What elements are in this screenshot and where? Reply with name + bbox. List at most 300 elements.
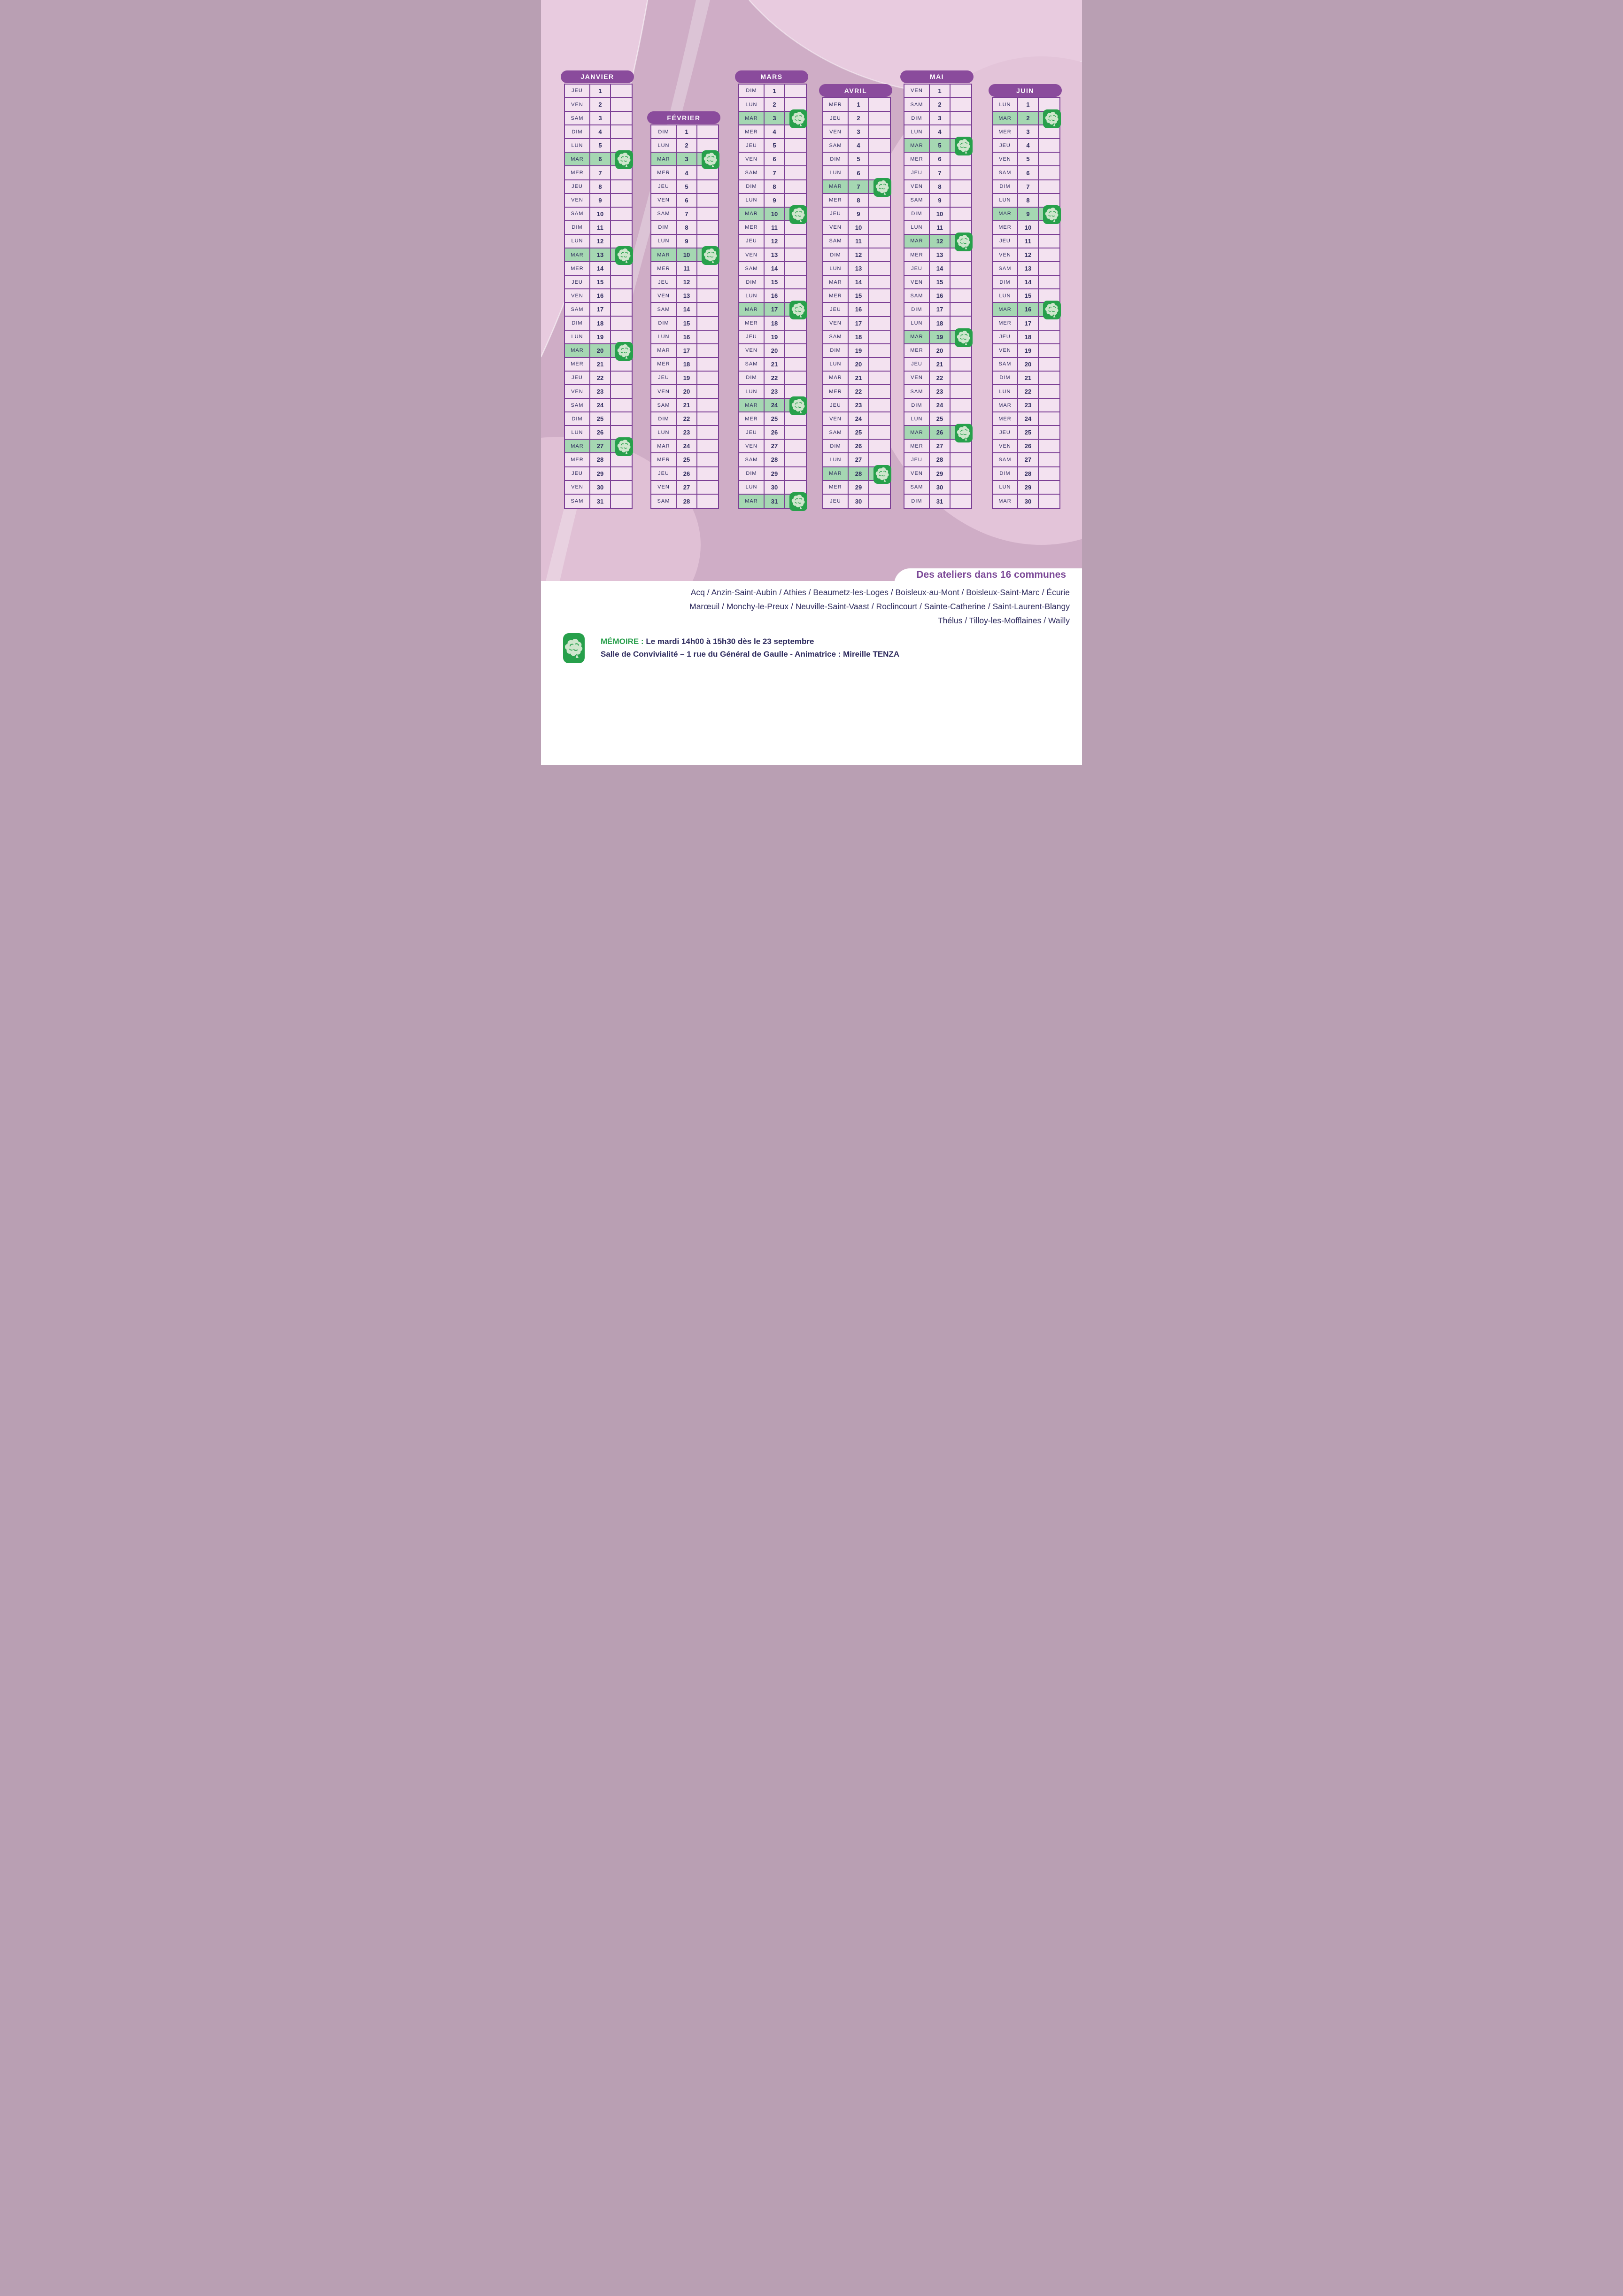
workshop-marker-cell [611, 467, 632, 480]
workshop-marker-cell [951, 412, 971, 425]
weekday-cell: MAR [904, 426, 930, 439]
weekday-cell: LUN [904, 412, 930, 425]
date-cell: 12 [849, 248, 869, 261]
workshop-day-row [904, 426, 971, 440]
date-cell: 13 [930, 248, 951, 261]
date-cell: 27 [1018, 453, 1039, 466]
date-cell: 11 [677, 262, 697, 275]
calendar-day-row [904, 85, 971, 98]
workshop-marker-cell [611, 235, 632, 248]
date-cell: 14 [1018, 276, 1039, 288]
weekday-cell: LUN [993, 98, 1018, 111]
workshop-marker-cell [697, 426, 718, 439]
calendar-day-row [823, 221, 890, 235]
date-cell: 28 [930, 453, 951, 466]
weekday-cell: LUN [565, 331, 590, 343]
workshop-marker-cell [611, 344, 632, 357]
workshop-marker-cell [1039, 98, 1059, 111]
workshop-marker-cell [611, 412, 632, 425]
date-cell: 18 [930, 317, 951, 329]
workshop-marker-cell [869, 453, 890, 466]
workshop-day-row [904, 235, 971, 248]
legend-label: MÉMOIRE : [601, 637, 644, 646]
calendar-day-row [993, 372, 1059, 385]
date-cell: 23 [849, 399, 869, 411]
weekday-cell: MER [904, 153, 930, 165]
workshop-marker-cell [611, 317, 632, 329]
date-cell: 25 [1018, 426, 1039, 439]
calendar-day-row [823, 344, 890, 358]
weekday-cell: VEN [565, 194, 590, 207]
workshop-marker-cell [785, 139, 806, 152]
brain-icon [791, 111, 805, 127]
calendar-day-row [904, 453, 971, 467]
month-name: AVRIL [844, 86, 867, 94]
date-cell: 23 [1018, 399, 1039, 411]
date-cell: 10 [849, 221, 869, 234]
weekday-cell: SAM [739, 453, 765, 466]
workshop-marker-cell [1039, 331, 1059, 343]
workshop-marker-cell [869, 331, 890, 343]
calendar-day-row [904, 303, 971, 317]
weekday-cell: MER [823, 289, 849, 302]
workshop-marker-cell [697, 399, 718, 411]
weekday-cell: SAM [904, 289, 930, 302]
workshop-marker-cell [785, 166, 806, 179]
date-cell: 17 [590, 303, 611, 316]
weekday-cell: DIM [739, 372, 765, 384]
weekday-cell: JEU [739, 426, 765, 439]
brain-badge [1043, 109, 1061, 128]
date-cell: 14 [590, 262, 611, 275]
date-cell: 1 [765, 85, 785, 97]
calendar-day-row [739, 426, 806, 440]
weekday-cell: SAM [904, 194, 930, 207]
workshop-marker-cell [951, 399, 971, 411]
workshop-marker-cell [951, 495, 971, 508]
date-cell: 8 [930, 180, 951, 193]
workshop-marker-cell [951, 208, 971, 220]
date-cell: 19 [930, 331, 951, 343]
date-cell: 20 [677, 385, 697, 398]
month-mars [738, 70, 805, 509]
weekday-cell: LUN [739, 289, 765, 302]
brain-icon [564, 637, 583, 659]
date-cell: 14 [677, 303, 697, 316]
workshop-marker-cell [785, 289, 806, 302]
date-cell: 19 [677, 372, 697, 384]
month-janvier [564, 70, 631, 509]
calendar-day-row [565, 125, 632, 139]
weekday-cell: DIM [904, 112, 930, 124]
workshop-marker-cell [611, 426, 632, 439]
calendar-day-row [993, 262, 1059, 276]
weekday-cell: VEN [904, 276, 930, 288]
calendar-day-row [993, 235, 1059, 248]
date-cell: 30 [765, 481, 785, 494]
workshop-marker-cell [869, 289, 890, 302]
weekday-cell: DIM [565, 317, 590, 329]
date-cell: 8 [1018, 194, 1039, 207]
date-cell: 25 [677, 453, 697, 466]
workshop-marker-cell [951, 112, 971, 124]
date-cell: 15 [590, 276, 611, 288]
calendar-day-row [823, 303, 890, 317]
workshop-marker-cell [951, 180, 971, 193]
calendar-day-row [739, 235, 806, 248]
workshop-marker-cell [869, 125, 890, 138]
calendar-day-row [993, 358, 1059, 372]
date-cell: 9 [930, 194, 951, 207]
workshop-day-row [739, 303, 806, 317]
weekday-cell: MAR [739, 112, 765, 124]
calendar-day-row [565, 194, 632, 208]
brain-badge [702, 150, 719, 169]
calendar-day-row [651, 344, 718, 358]
date-cell: 25 [765, 412, 785, 425]
calendar-day-row [651, 412, 718, 426]
date-cell: 10 [765, 208, 785, 220]
weekday-cell: JEU [651, 276, 677, 288]
weekday-cell: MAR [739, 399, 765, 411]
workshop-day-row [739, 112, 806, 125]
date-cell: 23 [677, 426, 697, 439]
calendar-day-row [823, 399, 890, 412]
date-cell: 6 [849, 166, 869, 179]
weekday-cell: MER [823, 194, 849, 207]
workshop-marker-cell [697, 139, 718, 152]
weekday-cell: SAM [993, 358, 1018, 371]
workshop-marker-cell [869, 495, 890, 508]
date-cell: 17 [765, 303, 785, 316]
calendar-day-row [904, 276, 971, 289]
workshop-marker-cell [869, 412, 890, 425]
workshop-marker-cell [697, 180, 718, 193]
date-cell: 31 [765, 495, 785, 508]
calendar-day-row [565, 385, 632, 399]
date-cell: 25 [930, 412, 951, 425]
workshop-day-row [565, 440, 632, 453]
calendar-day-row [823, 208, 890, 221]
calendar-day-row [651, 317, 718, 331]
date-cell: 3 [849, 125, 869, 138]
date-cell: 16 [930, 289, 951, 302]
workshop-marker-cell [869, 221, 890, 234]
workshop-marker-cell [1039, 399, 1059, 411]
weekday-cell: JEU [739, 139, 765, 152]
calendar-day-row [565, 289, 632, 303]
weekday-cell: LUN [993, 385, 1018, 398]
weekday-cell: VEN [651, 194, 677, 207]
date-cell: 3 [590, 112, 611, 124]
date-cell: 27 [765, 440, 785, 452]
date-cell: 3 [1018, 125, 1039, 138]
date-cell: 5 [930, 139, 951, 152]
date-cell: 20 [1018, 358, 1039, 371]
workshop-marker-cell [611, 139, 632, 152]
date-cell: 10 [930, 208, 951, 220]
date-cell: 10 [590, 208, 611, 220]
weekday-cell: MER [993, 317, 1018, 330]
weekday-cell: VEN [904, 180, 930, 193]
date-cell: 11 [930, 221, 951, 234]
weekday-cell: MER [993, 221, 1018, 234]
weekday-cell: LUN [565, 426, 590, 439]
date-cell: 24 [849, 412, 869, 425]
workshop-marker-cell [785, 208, 806, 220]
calendar-day-row [904, 98, 971, 112]
date-cell: 5 [677, 180, 697, 193]
weekday-cell: MAR [565, 440, 590, 452]
calendar-day-row [739, 248, 806, 262]
date-cell: 22 [590, 372, 611, 384]
weekday-cell: MAR [993, 495, 1018, 508]
date-cell: 18 [1018, 331, 1039, 343]
workshop-marker-cell [1039, 180, 1059, 193]
weekday-cell: JEU [565, 372, 590, 384]
calendar-day-row [823, 153, 890, 166]
calendar-day-row [651, 399, 718, 412]
month-header-pill [819, 84, 892, 97]
weekday-cell: LUN [904, 125, 930, 138]
calendar-day-row [823, 331, 890, 344]
weekday-cell: SAM [904, 385, 930, 398]
workshop-day-row [565, 153, 632, 166]
date-cell: 31 [590, 495, 611, 508]
workshop-marker-cell [1039, 358, 1059, 371]
weekday-cell: JEU [823, 399, 849, 411]
workshop-marker-cell [1039, 467, 1059, 480]
weekday-cell: JEU [904, 358, 930, 371]
workshop-marker-cell [951, 221, 971, 234]
date-cell: 28 [677, 495, 697, 508]
brain-icon [875, 466, 889, 482]
workshop-marker-cell [1039, 481, 1059, 494]
weekday-cell: VEN [993, 344, 1018, 357]
calendar-day-row [651, 276, 718, 289]
brain-icon [1045, 207, 1059, 223]
date-cell: 15 [930, 276, 951, 288]
communes-list [560, 585, 1070, 628]
date-cell: 22 [849, 385, 869, 398]
weekday-cell: SAM [739, 262, 765, 275]
date-cell: 25 [590, 412, 611, 425]
workshop-marker-cell [869, 262, 890, 275]
brain-icon [617, 343, 631, 359]
weekday-cell: JEU [904, 453, 930, 466]
calendar-day-row [565, 481, 632, 495]
workshop-marker-cell [785, 235, 806, 248]
calendar-day-row [823, 372, 890, 385]
date-cell: 8 [849, 194, 869, 207]
workshop-day-row [904, 139, 971, 153]
calendar-day-row [651, 331, 718, 344]
calendar-day-row [565, 495, 632, 508]
brain-badge [789, 109, 807, 128]
calendar-day-row [823, 262, 890, 276]
date-cell: 13 [765, 248, 785, 261]
calendar-day-row [565, 412, 632, 426]
calendar-day-row [904, 495, 971, 508]
month-table [738, 84, 807, 509]
calendar-day-row [739, 467, 806, 481]
brain-badge [873, 178, 891, 197]
weekday-cell: MAR [993, 208, 1018, 220]
date-cell: 30 [849, 495, 869, 508]
weekday-cell: DIM [565, 412, 590, 425]
weekday-cell: DIM [993, 372, 1018, 384]
date-cell: 11 [849, 235, 869, 248]
weekday-cell: DIM [739, 85, 765, 97]
brain-icon [791, 302, 805, 318]
weekday-cell: SAM [823, 139, 849, 152]
date-cell: 4 [849, 139, 869, 152]
date-cell: 30 [930, 481, 951, 494]
workshop-marker-cell [611, 372, 632, 384]
weekday-cell: VEN [651, 481, 677, 494]
weekday-cell: VEN [823, 317, 849, 330]
weekday-cell: DIM [739, 276, 765, 288]
date-cell: 3 [677, 153, 697, 165]
weekday-cell: VEN [739, 248, 765, 261]
brain-icon [703, 152, 718, 168]
workshop-day-row [739, 399, 806, 412]
brain-icon [563, 633, 585, 663]
workshop-marker-cell [869, 372, 890, 384]
date-cell: 30 [1018, 495, 1039, 508]
date-cell: 2 [849, 112, 869, 124]
workshop-marker-cell [611, 85, 632, 97]
calendar-day-row [651, 125, 718, 139]
weekday-cell: MER [651, 166, 677, 179]
date-cell: 18 [590, 317, 611, 329]
legend-location: Salle de Convivialité – 1 rue du Général de Gaulle - Animatrice : Mireille TENZA [601, 650, 900, 659]
weekday-cell: MAR [651, 344, 677, 357]
weekday-cell: DIM [651, 221, 677, 234]
workshop-marker-cell [785, 248, 806, 261]
date-cell: 14 [765, 262, 785, 275]
workshop-marker-cell [697, 495, 718, 508]
calendar-day-row [565, 467, 632, 481]
weekday-cell: MAR [651, 248, 677, 261]
calendar-day-row [565, 180, 632, 194]
calendar-day-row [739, 166, 806, 180]
workshop-marker-cell [611, 153, 632, 165]
date-cell: 16 [1018, 303, 1039, 316]
weekday-cell: JEU [904, 262, 930, 275]
weekday-cell: JEU [739, 331, 765, 343]
calendar-day-row [651, 495, 718, 508]
workshop-marker-cell [869, 467, 890, 480]
weekday-cell: VEN [565, 98, 590, 111]
month-table [650, 124, 719, 509]
workshop-marker-cell [869, 139, 890, 152]
date-cell: 2 [765, 98, 785, 111]
workshop-marker-cell [1039, 426, 1059, 439]
date-cell: 9 [590, 194, 611, 207]
weekday-cell: DIM [565, 125, 590, 138]
workshop-marker-cell [785, 372, 806, 384]
date-cell: 21 [765, 358, 785, 371]
date-cell: 5 [590, 139, 611, 152]
weekday-cell: LUN [739, 481, 765, 494]
workshop-marker-cell [951, 467, 971, 480]
workshop-marker-cell [951, 426, 971, 439]
date-cell: 28 [849, 467, 869, 480]
workshop-marker-cell [1039, 289, 1059, 302]
calendar-day-row [565, 98, 632, 112]
brain-icon [703, 248, 718, 264]
date-cell: 25 [849, 426, 869, 439]
month-name: JANVIER [580, 73, 614, 81]
calendar-day-row [739, 372, 806, 385]
weekday-cell: DIM [739, 467, 765, 480]
date-cell: 27 [590, 440, 611, 452]
workshop-marker-cell [951, 139, 971, 152]
workshop-marker-cell [951, 372, 971, 384]
workshop-marker-cell [697, 153, 718, 165]
calendar-day-row [993, 426, 1059, 440]
brain-icon [617, 248, 631, 264]
weekday-cell: MER [651, 358, 677, 371]
weekday-cell: MER [904, 248, 930, 261]
calendar-day-row [993, 399, 1059, 412]
brain-icon [1045, 111, 1059, 127]
weekday-cell: VEN [904, 85, 930, 97]
calendar-day-row [739, 440, 806, 453]
calendar-day-row [993, 481, 1059, 495]
calendar-day-row [651, 426, 718, 440]
workshop-marker-cell [869, 344, 890, 357]
workshop-marker-cell [951, 235, 971, 248]
workshop-marker-cell [951, 453, 971, 466]
workshop-marker-cell [1039, 166, 1059, 179]
weekday-cell: JEU [651, 180, 677, 193]
date-cell: 12 [930, 235, 951, 248]
calendar-day-row [904, 166, 971, 180]
calendar-day-row [904, 372, 971, 385]
workshop-marker-cell [869, 166, 890, 179]
weekday-cell: LUN [823, 166, 849, 179]
calendar-day-row [904, 399, 971, 412]
weekday-cell: DIM [904, 208, 930, 220]
calendar-day-row [904, 289, 971, 303]
brain-badge [789, 492, 807, 511]
weekday-cell: JEU [565, 85, 590, 97]
calendar-day-row [823, 412, 890, 426]
calendar-day-row [739, 180, 806, 194]
date-cell: 8 [765, 180, 785, 193]
workshop-day-row [565, 344, 632, 358]
workshop-marker-cell [697, 440, 718, 452]
calendar-day-row [823, 112, 890, 125]
date-cell: 17 [677, 344, 697, 357]
calendar-day-row [904, 194, 971, 208]
weekday-cell: LUN [739, 385, 765, 398]
workshop-marker-cell [611, 385, 632, 398]
weekday-cell: JEU [651, 372, 677, 384]
month-header-pill [900, 70, 974, 83]
date-cell: 3 [930, 112, 951, 124]
calendar-day-row [739, 453, 806, 467]
weekday-cell: JEU [739, 235, 765, 248]
workshop-marker-cell [785, 331, 806, 343]
workshop-marker-cell [869, 248, 890, 261]
workshop-marker-cell [869, 303, 890, 316]
weekday-cell: DIM [823, 248, 849, 261]
month-header-pill [647, 111, 720, 124]
workshop-marker-cell [1039, 344, 1059, 357]
